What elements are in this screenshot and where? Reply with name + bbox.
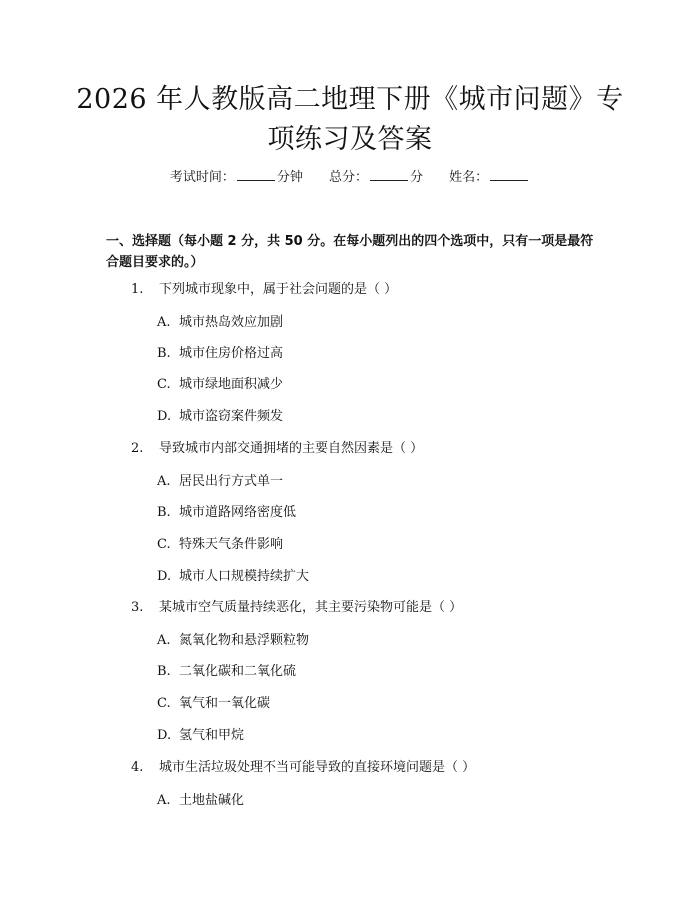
document-title-line-1: 2026 年人教版高二地理下册《城市问题》专 [76,84,624,115]
option-letter: C. [157,537,171,552]
question-3 [131,598,462,618]
question-1-option-d [157,407,283,427]
question-2-option-a [157,472,283,492]
question-2-option-c [157,535,283,555]
total-score-field [329,168,423,188]
option-text: 城市住房价格过高 [179,346,284,361]
total-score-blank [370,168,408,181]
option-letter: B. [157,505,171,520]
option-text: 氢气和甲烷 [179,728,245,743]
option-text: 居民出行方式单一 [179,474,284,489]
option-text: 二氧化碳和二氧化硫 [179,664,297,679]
option-text: 城市道路网络密度低 [179,505,297,520]
option-letter: C. [157,377,171,392]
option-letter: A. [157,474,171,489]
question-number: 2. [131,441,144,456]
option-letter: B. [157,346,171,361]
exam-meta-row [0,168,700,188]
exam-time-blank [237,168,275,181]
option-letter: A. [157,633,171,648]
student-name-blank [490,168,528,181]
student-name-label: 姓名： [449,170,489,185]
total-score-label: 总分： [328,170,368,185]
section-heading: 一、选择题（每小题 2 分，共 50 分。在每小题列出的四个选项中，只有一项是最符合题目要求的。） [106,234,594,270]
option-letter: A. [157,793,171,808]
option-letter: D. [157,409,172,424]
question-text: 某城市空气质量持续恶化，其主要污染物可能是（ ） [159,600,463,615]
option-text: 氮氧化物和悬浮颗粒物 [179,633,310,648]
option-text: 城市盗窃案件频发 [179,409,284,424]
question-1-option-b [157,344,283,364]
question-4-option-a [157,791,244,811]
option-letter: D. [157,728,172,743]
option-letter: B. [157,664,171,679]
question-2-option-b [157,503,296,523]
option-text: 城市热岛效应加剧 [179,315,284,330]
question-2 [131,439,423,459]
option-letter: C. [157,696,171,711]
question-2-option-d [157,567,309,587]
option-text: 特殊天气条件影响 [179,537,284,552]
question-3-option-b [157,662,296,682]
question-4 [131,758,475,778]
question-1-option-a [157,313,283,333]
option-text: 城市绿地面积减少 [179,377,284,392]
exam-time-label: 考试时间： [169,170,235,185]
question-1-option-c [157,375,283,395]
option-letter: D. [157,569,172,584]
student-name-field [449,168,530,188]
question-number: 4. [131,760,144,775]
question-text: 下列城市现象中，属于社会问题的是（ ） [159,282,398,297]
document-title-line-2: 项练习及答案 [267,124,433,155]
option-letter: A. [157,315,171,330]
option-text: 城市人口规模持续扩大 [179,569,310,584]
question-text: 导致城市内部交通拥堵的主要自然因素是（ ） [159,441,424,456]
exam-time-field [170,168,303,188]
total-score-unit: 分 [410,170,424,185]
exam-time-unit: 分钟 [276,170,303,185]
option-text: 土地盐碱化 [179,793,245,808]
question-number: 3. [131,600,144,615]
question-number: 1. [131,282,144,297]
question-3-option-a [157,631,309,651]
question-1 [131,280,397,300]
question-text: 城市生活垃圾处理不当可能导致的直接环境问题是（ ） [159,760,476,775]
question-3-option-c [157,694,270,714]
question-3-option-d [157,726,244,746]
option-text: 氧气和一氧化碳 [179,696,271,711]
